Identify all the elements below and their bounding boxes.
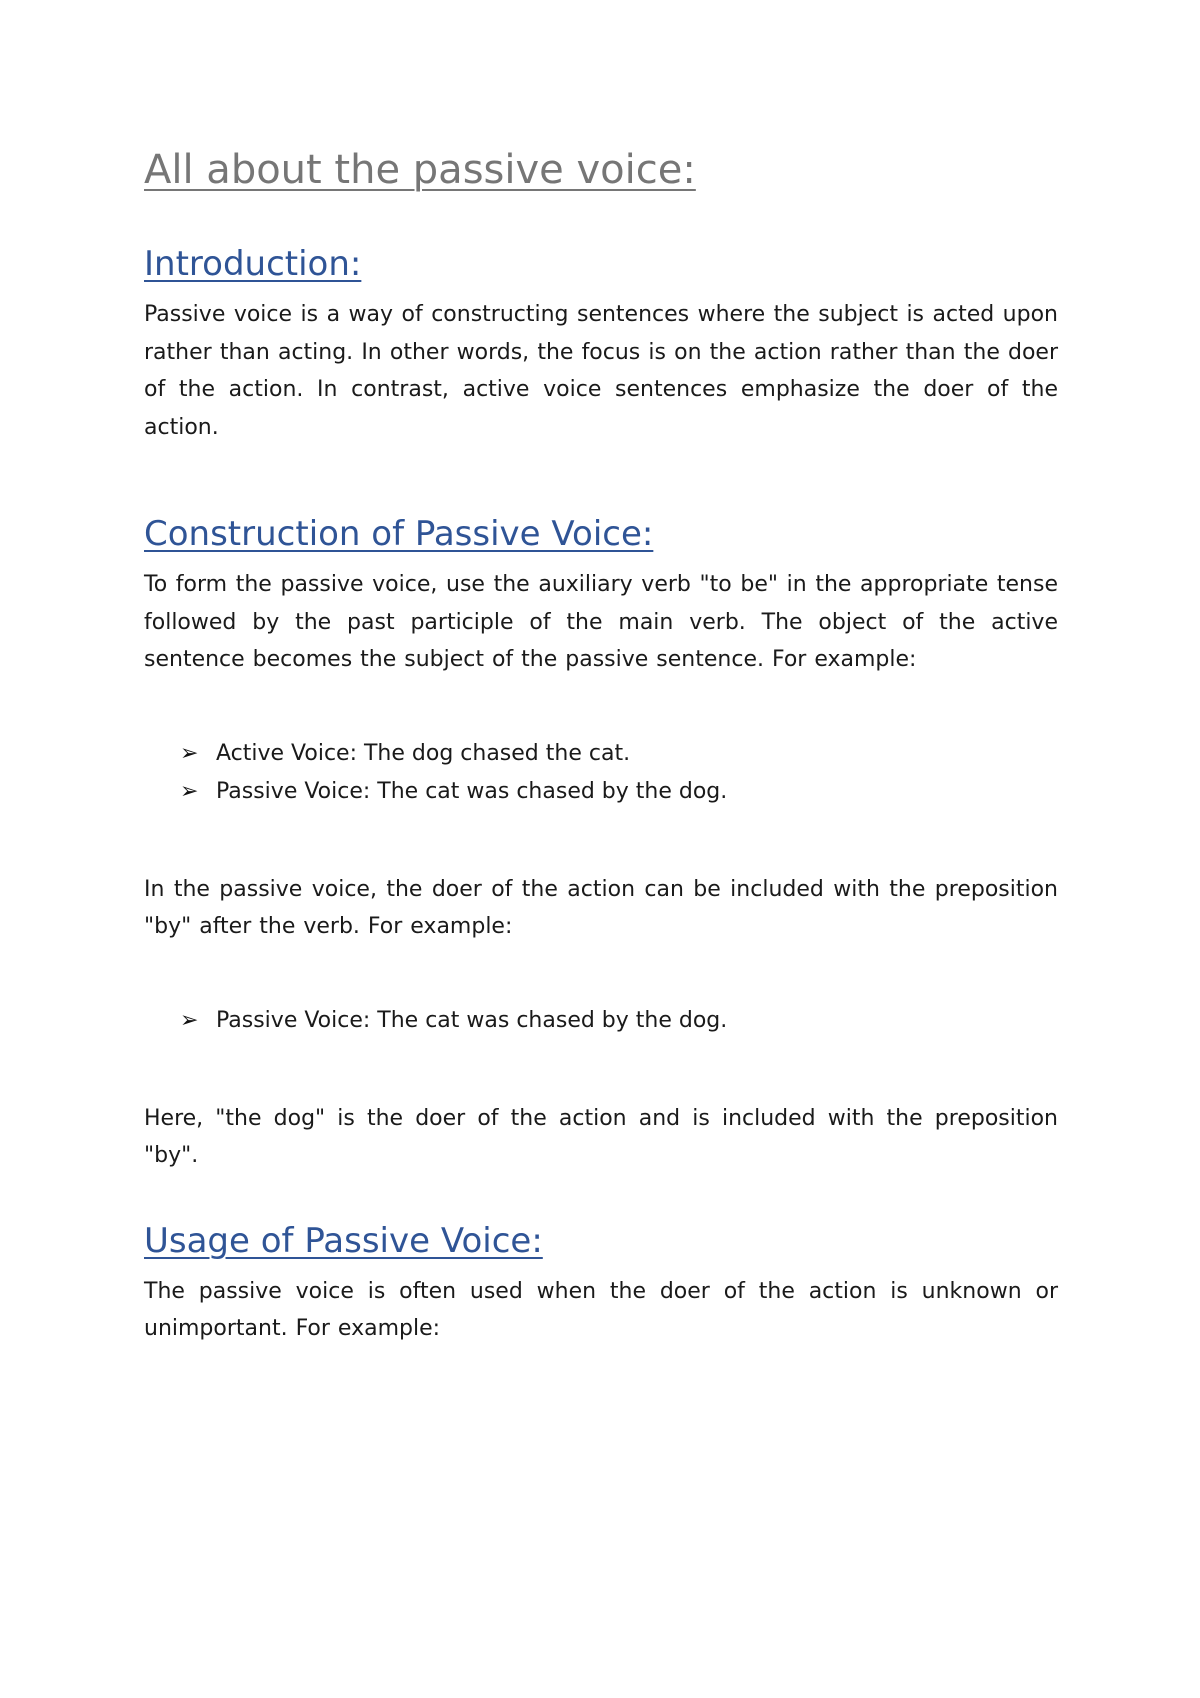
list-item — [180, 735, 1058, 773]
example-text: Passive Voice: The cat was chased by the dog. — [216, 1007, 728, 1033]
arrowhead-bullet-icon: ➢ — [180, 778, 199, 804]
construction-paragraph-2: In the passive voice, the doer of the action can be included with the preposition "by" after the verb. For example: — [144, 876, 1058, 939]
usage-paragraph: The passive voice is often used when the doer of the action is unknown or unimportant. For example: — [144, 1278, 1058, 1341]
construction-paragraph-3: Here, "the dog" is the doer of the action and is included with the preposition "by". — [144, 1105, 1058, 1168]
construction-heading: Construction of Passive Voice: — [144, 514, 654, 554]
construction-paragraph-1: To form the passive voice, use the auxiliary verb "to be" in the appropriate tense followed by the past participle of the main verb. The object of the active sentence becomes the subject of the passive sentence. For example: — [144, 572, 1058, 672]
arrowhead-bullet-icon: ➢ — [180, 740, 199, 766]
list-item — [180, 773, 1058, 811]
document-title: All about the passive voice: — [144, 147, 696, 193]
introduction-paragraph: Passive voice is a way of constructing sentences where the subject is acted upon rather than acting. In other words, the focus is on the action rather than the doer of the action. In contrast, active voice sentences emphasize the doer of the action. — [144, 302, 1058, 440]
arrowhead-bullet-icon: ➢ — [180, 1007, 199, 1033]
list-item — [180, 1002, 1058, 1040]
example-list-1 — [144, 735, 1058, 811]
introduction-heading: Introduction: — [144, 244, 362, 284]
example-text: Active Voice: The dog chased the cat. — [216, 740, 631, 766]
example-list-2 — [144, 1002, 1058, 1040]
usage-heading: Usage of Passive Voice: — [144, 1220, 543, 1261]
example-text: Passive Voice: The cat was chased by the dog. — [216, 778, 728, 804]
